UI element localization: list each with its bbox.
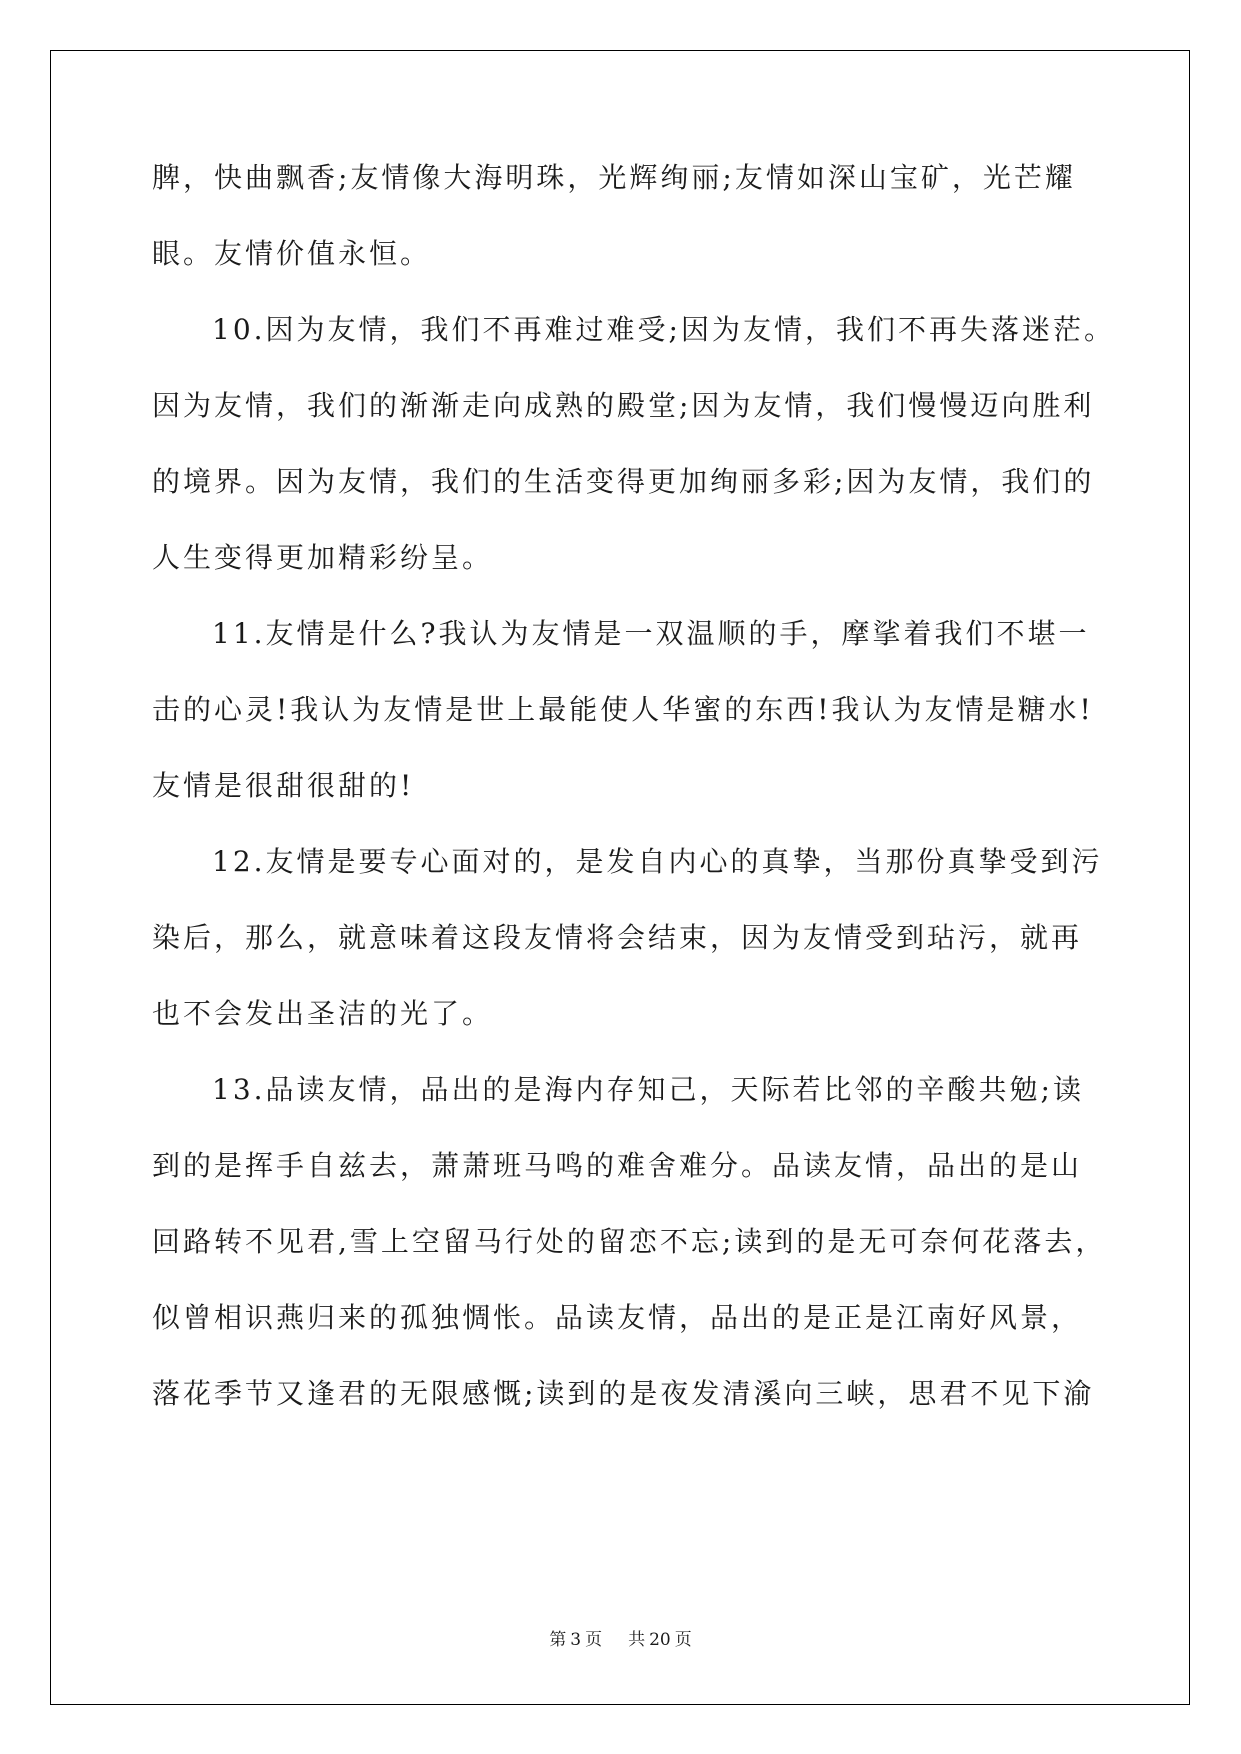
document-body [152, 160, 1115, 1452]
page-footer [0, 1630, 1241, 1650]
text-line: 似曾相识燕归来的孤独惆怅。品读友情，品出的是正是江南好风景， [152, 1301, 1083, 1334]
text-line: 脾，快曲飘香;友情像大海明珠，光辉绚丽;友情如深山宝矿，光芒耀 [152, 161, 1076, 194]
total-suffix: 页 [674, 1630, 692, 1650]
text-line: 落花季节又逢君的无限感慨;读到的是夜发清溪向三峡，思君不见下渝 [152, 1377, 1095, 1410]
total-prefix: 共 [628, 1630, 646, 1650]
text-line: 回路转不见君,雪上空留马行处的留恋不忘;读到的是无可奈何花落去， [152, 1225, 1107, 1258]
text-line: 人生变得更加精彩纷呈。 [152, 541, 494, 574]
text-line: 击的心灵!我认为友情是世上最能使人华蜜的东西!我认为友情是糖水! [152, 693, 1094, 726]
text-line: 到的是挥手自兹去，萧萧班马鸣的难舍难分。品读友情，品出的是山 [152, 1149, 1083, 1182]
paragraph-12-start: 12.友情是要专心面对的，是发自内心的真挚，当那份真挚受到污 [212, 845, 1103, 878]
page-suffix: 页 [585, 1630, 603, 1650]
paragraph-11-start: 11.友情是什么?我认为友情是一双温顺的手，摩挲着我们不堪一 [212, 617, 1090, 650]
total-pages: 20 [649, 1630, 671, 1650]
paragraph-13-start: 13.品读友情，品出的是海内存知己，天际若比邻的辛酸共勉;读 [212, 1073, 1084, 1106]
text-line: 友情是很甜很甜的! [152, 769, 415, 802]
page-prefix: 第 [549, 1630, 567, 1650]
page-number: 3 [570, 1630, 582, 1650]
paragraph-10-start: 10.因为友情，我们不再难过难受;因为友情，我们不再失落迷茫。 [212, 313, 1115, 346]
text-line: 因为友情，我们的渐渐走向成熟的殿堂;因为友情，我们慢慢迈向胜利 [152, 389, 1095, 422]
text-line: 眼。友情价值永恒。 [152, 237, 432, 270]
text-line: 的境界。因为友情，我们的生活变得更加绚丽多彩;因为友情，我们的 [152, 465, 1095, 498]
text-line: 也不会发出圣洁的光了。 [152, 997, 494, 1030]
text-line: 染后，那么，就意味着这段友情将会结束，因为友情受到玷污，就再 [152, 921, 1083, 954]
